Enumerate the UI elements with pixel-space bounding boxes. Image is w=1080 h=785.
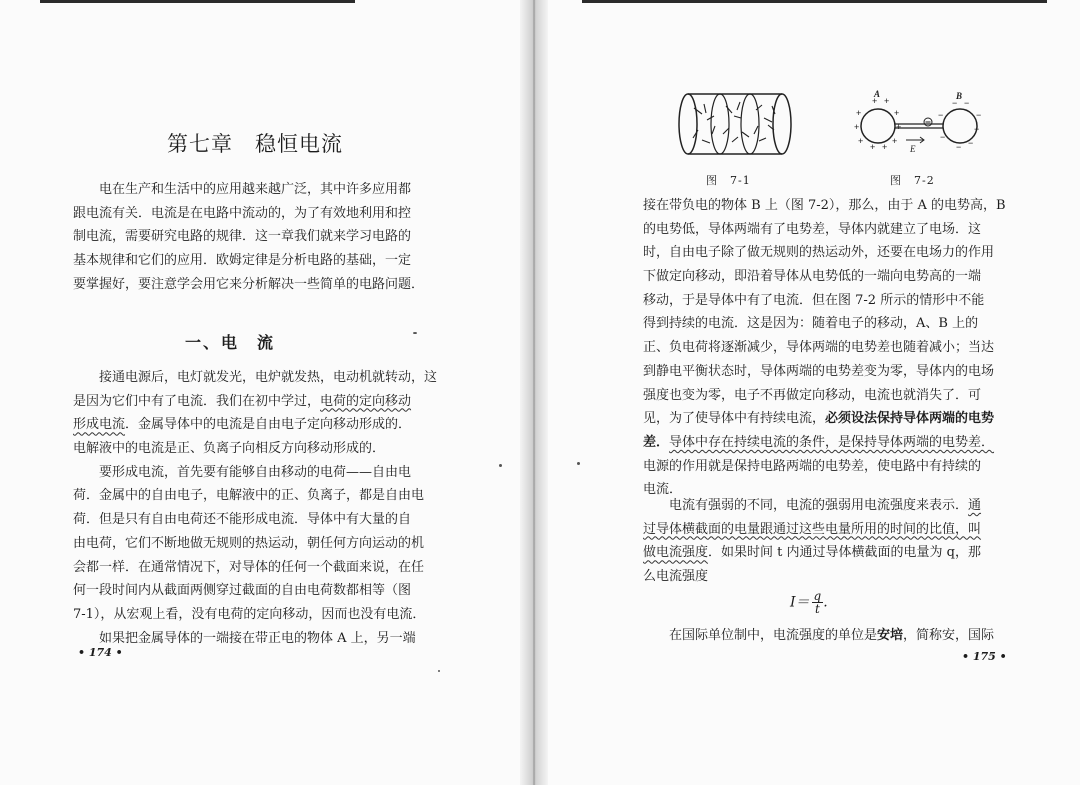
emphasis-text: 通 (968, 498, 982, 513)
right-body-text (643, 194, 1008, 502)
sphere-label-a: A (874, 89, 881, 99)
intro-line: 基本规律和它们的应用．欧姆定律是分析电路的基础，一定 (73, 253, 412, 269)
svg-text:+: + (870, 142, 876, 152)
body-line (643, 541, 1008, 565)
body-line: 下做定向移动，即沿着导体从电势低的一端向电势高的一端 (643, 269, 982, 285)
body-text: 是因为它们中有了电流．我们在初中学过， (73, 393, 321, 409)
svg-text:−: − (974, 124, 980, 134)
body-text: ．金属导体中的电流是自由电子定向移动形成的． (125, 417, 412, 433)
right-top-rule (582, 0, 1047, 3)
svg-text:−: − (964, 98, 970, 108)
right-last-line (643, 624, 1008, 648)
body-line: 到静电平衡状态时，导体两端的电势差变为零，导体内的电场 (643, 363, 995, 379)
body-line: 得到持续的电流．这是因为：随着电子的移动，A、B 上的 (643, 316, 979, 332)
body-line: 的电势低，导体两端有了电势差，导体内就建立了电场．这 (643, 221, 982, 237)
body-line: 时，自由电子除了做无规则的热运动外，还要在电场力的作用 (643, 245, 995, 261)
body-line: 要形成电流，首先要有能够自由移动的电荷——自由电 (99, 464, 412, 480)
page-number-right: • 175 • (962, 650, 1007, 663)
left-body-text (73, 366, 438, 650)
formula-denominator: t (814, 602, 820, 616)
body-text: 电流有强弱的不同，电流的强弱用电流强度来表示． (669, 498, 969, 513)
intro-paragraph (73, 178, 435, 296)
body-line: 电源的作用就是保持电路两端的电势差，使电路中有持续的 (643, 458, 982, 474)
body-line: 移动，于是导体中有了电流．但在图 7-2 所示的情形中不能 (643, 292, 985, 308)
formula-fraction (812, 590, 824, 615)
emphasis-text: 导体中存在持续电流的条件，是保持导体两端的电势差． (669, 434, 995, 450)
figure-conductor-electrons (674, 90, 796, 158)
scan-speck (438, 670, 440, 672)
formula-lhs: I＝ (790, 594, 810, 611)
svg-text:+: + (882, 142, 888, 152)
bold-text: 安培 (877, 628, 904, 643)
scan-speck (413, 332, 417, 334)
field-label-e: E (910, 144, 916, 154)
current-formula (790, 590, 828, 615)
emphasis-text: 做电流强度 (643, 545, 709, 561)
body-line (643, 624, 1008, 648)
emphasis-text: 形成电流 (73, 417, 126, 433)
formula-numerator: q (813, 589, 822, 603)
scan-speck (577, 462, 580, 465)
svg-text:−: − (938, 110, 944, 120)
intro-line: 要掌握好，要注意学会用它来分析解决一些简单的电路问题． (73, 276, 425, 292)
body-line: 会都一样．在通常情况下，对导体的任何一个截面来说，在任 (73, 559, 425, 575)
body-line (643, 494, 1008, 518)
body-line (73, 413, 435, 437)
left-top-rule (40, 0, 355, 3)
svg-text:+: + (896, 122, 902, 132)
figure-caption-7-2: 图 7-2 (890, 174, 935, 187)
body-line: 强度也变为零，电子不再做定向移动，电流也就消失了．可 (643, 387, 982, 403)
figure-caption-7-1: 图 7-1 (706, 174, 751, 187)
body-line: 电解液中的电流是正、负离子向相反方向移动形成的． (73, 441, 386, 457)
body-line: 荷．但是只有自由电荷还不能形成电流．导体中有大量的自 (73, 512, 412, 528)
body-line: 7-1），从宏观上看，没有电荷的定向移动，因而也没有电流． (73, 606, 426, 622)
body-line: 么电流强度 (643, 569, 709, 585)
body-line: 电流． (643, 482, 683, 498)
chapter-title: 第七章 稳恒电流 (167, 132, 343, 156)
body-line: 荷．金属中的自由电子，电解液中的正、负离子，都是自由电 (73, 488, 425, 504)
bold-text: 必须设法保持导体两端的电势 (825, 411, 995, 427)
body-line (643, 407, 1008, 431)
body-line (73, 390, 435, 414)
body-line: 接通电源后，电灯就发光，电炉就发热，电动机就转动，这 (99, 370, 438, 385)
body-text: 见，为了使导体中有持续电流， (643, 411, 826, 427)
body-line: 如果把金属导体的一端接在带正电的物体 A 上，另一端 (99, 630, 416, 646)
svg-text:−: − (952, 98, 958, 108)
right-body-text-2 (643, 494, 1008, 589)
intro-line: 跟电流有关．电流是在电路中流动的，为了有效地利用和控 (73, 205, 412, 221)
svg-text:+: + (856, 108, 862, 118)
section-heading: 一、电 流 (185, 333, 276, 352)
scan-speck (499, 464, 502, 467)
svg-text:+: + (858, 136, 864, 146)
sphere-label-b: B (956, 91, 963, 101)
book-gutter (520, 0, 548, 785)
body-line: 接在带负电的物体 B 上（图 7-2），那么，由于 A 的电势高，B (643, 198, 1006, 213)
emphasis-text: 电荷的定向移动 (320, 393, 412, 409)
emphasis-text: 过导体横截面的电量跟通过这些电量所用的时间的比值，叫 (643, 521, 982, 537)
svg-text:+: + (894, 108, 900, 118)
body-line: 正、负电荷将逐渐减少，导体两端的电势差也随着减小；当达 (643, 340, 995, 356)
svg-text:+: + (892, 136, 898, 146)
figure-charged-spheres (848, 88, 984, 154)
svg-text:−: − (940, 132, 946, 142)
body-line: 由电荷，它们不断地做无规则的热运动，朝任何方向运动的机 (73, 535, 425, 551)
body-line (643, 518, 1008, 542)
intro-line: 电在生产和生活中的应用越来越广泛，其中许多应用都 (99, 182, 412, 197)
svg-text:+: + (872, 96, 878, 106)
svg-text:−: − (956, 142, 962, 152)
svg-text:+: + (854, 122, 860, 132)
bold-text: 差． (643, 434, 670, 450)
formula-suffix: . (823, 594, 828, 611)
intro-line: 制电流，需要研究电路的规律．这一章我们就来学习电路的 (73, 229, 412, 245)
page-number-left: • 174 • (78, 646, 123, 659)
body-line: 何一段时间内从截面两侧穿过截面的自由电荷数都相等（图 (73, 583, 412, 599)
svg-text:+: + (884, 96, 890, 106)
body-text: ，简称安，国际 (903, 628, 995, 643)
body-text: ．如果时间 t 内通过导体横截面的电量为 q，那 (708, 545, 981, 561)
svg-text:−: − (968, 138, 974, 148)
svg-text:−: − (976, 110, 982, 120)
body-line (643, 431, 1008, 455)
body-text: 在国际单位制中，电流强度的单位是 (669, 628, 878, 643)
